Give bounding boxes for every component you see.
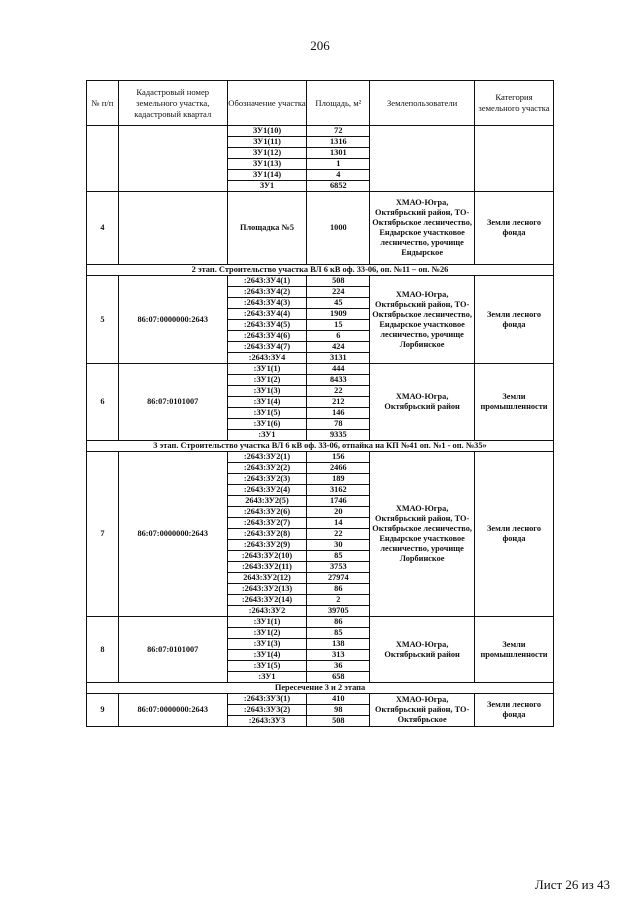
plot-designation: :2643:ЗУ2(9) [227, 540, 307, 551]
plot-designation: ЗУ1(11) [227, 137, 307, 148]
plot-designation: :2643:ЗУ4(1) [227, 276, 307, 287]
header-area: Площадь, м² [307, 81, 370, 126]
plot-designation: ЗУ1(13) [227, 159, 307, 170]
plot-designation: :ЗУ1(2) [227, 375, 307, 386]
plot-designation: :2643:ЗУ2(7) [227, 518, 307, 529]
plot-designation: :2643:ЗУ4(4) [227, 309, 307, 320]
plot-designation: ЗУ1(14) [227, 170, 307, 181]
plot-area: 1746 [307, 496, 370, 507]
land-category: Земли лесного фонда [475, 694, 554, 727]
plot-area: 86 [307, 617, 370, 628]
plot-designation: :2643:ЗУ2(4) [227, 485, 307, 496]
page-number: 206 [310, 38, 330, 53]
plot-area: 86 [307, 584, 370, 595]
plot-area: 410 [307, 694, 370, 705]
row-number: 7 [87, 452, 119, 617]
stage-title: 3 этап. Строительство участка ВЛ 6 кВ оф. 33-06, отпайка на КП №41 оп. №1 - оп. №35» [87, 441, 554, 452]
plot-designation: :ЗУ1(3) [227, 386, 307, 397]
plot-area: 212 [307, 397, 370, 408]
plot-designation: :2643:ЗУ4 [227, 353, 307, 364]
plot-designation: :2643:ЗУ2(8) [227, 529, 307, 540]
land-users: ХМАО-Югра, Октябрьский район, ТО-Октябрьское лесничество, Ендырское участковое лесничество, урочище Ендырское [370, 192, 475, 265]
sheet-counter: Лист 26 из 43 [534, 877, 610, 892]
plot-designation: :ЗУ1(6) [227, 419, 307, 430]
plot-designation: :2643:ЗУ4(2) [227, 287, 307, 298]
plot-designation: :2643:ЗУ3(2) [227, 705, 307, 716]
plot-area: 3753 [307, 562, 370, 573]
plot-area: 85 [307, 551, 370, 562]
plot-designation: :2643:ЗУ4(6) [227, 331, 307, 342]
land-category: Земли промышленности [475, 364, 554, 441]
cadastral-number: 86:07:0000000:2643 [118, 452, 227, 617]
header-designation: Обозначение участка [227, 81, 307, 126]
plot-designation: :ЗУ1 [227, 672, 307, 683]
table-row [87, 694, 554, 705]
plot-area: 146 [307, 408, 370, 419]
table-body [87, 126, 554, 727]
plot-designation: :2643:ЗУ2(11) [227, 562, 307, 573]
plot-area: 22 [307, 386, 370, 397]
plot-area: 78 [307, 419, 370, 430]
row-number: 5 [87, 276, 119, 364]
plot-area: 22 [307, 529, 370, 540]
land-category: Земли лесного фонда [475, 452, 554, 617]
plot-area: 20 [307, 507, 370, 518]
plot-designation: ЗУ1(10) [227, 126, 307, 137]
plot-area: 424 [307, 342, 370, 353]
land-users: ХМАО-Югра, Октябрьский район, ТО-Октябрьское [370, 694, 475, 727]
plot-area: 508 [307, 276, 370, 287]
land-users: ХМАО-Югра, Октябрьский район [370, 364, 475, 441]
header-category: Категория земельного участка [475, 81, 554, 126]
plot-area: 30 [307, 540, 370, 551]
land-category: Земли промышленности [475, 617, 554, 683]
stage-row [87, 683, 554, 694]
land-users: ХМАО-Югра, Октябрьский район, ТО-Октябрьское лесничество, Ендырское участковое лесничество, урочище Лорбинское [370, 452, 475, 617]
plot-area: 1 [307, 159, 370, 170]
stage-title: 2 этап. Строительство участка ВЛ 6 кВ оф. 33-06, оп. №11 – оп. №26 [87, 265, 554, 276]
plot-area: 98 [307, 705, 370, 716]
plot-area: 156 [307, 452, 370, 463]
land-category: Земли лесного фонда [475, 192, 554, 265]
plot-designation: :2643:ЗУ4(7) [227, 342, 307, 353]
plot-area: 72 [307, 126, 370, 137]
table-row [87, 617, 554, 628]
plot-area: 36 [307, 661, 370, 672]
plot-designation: :ЗУ1(1) [227, 364, 307, 375]
cadastral-number: 86:07:0101007 [118, 617, 227, 683]
table-row [87, 364, 554, 375]
plot-area: 15 [307, 320, 370, 331]
plot-area: 2466 [307, 463, 370, 474]
plot-area: 138 [307, 639, 370, 650]
plot-area: 2 [307, 595, 370, 606]
plot-area: 1000 [307, 192, 370, 265]
plot-designation: :2643:ЗУ2 [227, 606, 307, 617]
land-category: Земли лесного фонда [475, 276, 554, 364]
cadastral-number: 86:07:0000000:2643 [118, 694, 227, 727]
plot-area: 1909 [307, 309, 370, 320]
plot-area: 508 [307, 716, 370, 727]
plot-designation: :2643:ЗУ3 [227, 716, 307, 727]
plot-designation: :2643:ЗУ2(14) [227, 595, 307, 606]
land-users: ХМАО-Югра, Октябрьский район [370, 617, 475, 683]
plot-designation: 2643:ЗУ2(12) [227, 573, 307, 584]
plot-area: 1316 [307, 137, 370, 148]
plot-area: 3131 [307, 353, 370, 364]
header-users: Землепользователи [370, 81, 475, 126]
plot-designation: :2643:ЗУ2(10) [227, 551, 307, 562]
plot-designation: :2643:ЗУ2(1) [227, 452, 307, 463]
plot-designation: :ЗУ1 [227, 430, 307, 441]
row-number: 6 [87, 364, 119, 441]
cadastral-number: 86:07:0101007 [118, 364, 227, 441]
plot-designation: :ЗУ1(4) [227, 650, 307, 661]
table-row [87, 126, 554, 137]
land-category [475, 126, 554, 192]
plot-area: 313 [307, 650, 370, 661]
plot-area: 444 [307, 364, 370, 375]
row-number: 4 [87, 192, 119, 265]
plot-area: 189 [307, 474, 370, 485]
plot-designation: Площадка №5 [227, 192, 307, 265]
table-row [87, 452, 554, 463]
plot-area: 9335 [307, 430, 370, 441]
plot-designation: :ЗУ1(4) [227, 397, 307, 408]
plot-area: 8433 [307, 375, 370, 386]
table-row [87, 276, 554, 287]
plot-area: 14 [307, 518, 370, 529]
plot-area: 27974 [307, 573, 370, 584]
plot-area: 45 [307, 298, 370, 309]
plot-area: 6852 [307, 181, 370, 192]
plot-designation: 2643:ЗУ2(5) [227, 496, 307, 507]
plot-designation: ЗУ1 [227, 181, 307, 192]
plot-designation: :ЗУ1(3) [227, 639, 307, 650]
stage-row [87, 265, 554, 276]
land-plots-table [86, 80, 554, 727]
plot-designation: :2643:ЗУ3(1) [227, 694, 307, 705]
plot-designation: :ЗУ1(5) [227, 408, 307, 419]
plot-designation: ЗУ1(12) [227, 148, 307, 159]
plot-designation: :ЗУ1(2) [227, 628, 307, 639]
plot-area: 658 [307, 672, 370, 683]
table-header-row [87, 81, 554, 126]
stage-row [87, 441, 554, 452]
plot-designation: :2643:ЗУ2(6) [227, 507, 307, 518]
plot-area: 1301 [307, 148, 370, 159]
plot-designation: :2643:ЗУ2(2) [227, 463, 307, 474]
land-users: ХМАО-Югра, Октябрьский район, ТО-Октябрьское лесничество, Ендырское участковое лесничество, урочище Лорбинское [370, 276, 475, 364]
plot-designation: :ЗУ1(1) [227, 617, 307, 628]
plot-area: 6 [307, 331, 370, 342]
cadastral-number [118, 126, 227, 192]
row-number: 8 [87, 617, 119, 683]
plot-designation: :2643:ЗУ2(3) [227, 474, 307, 485]
plot-area: 85 [307, 628, 370, 639]
plot-area: 3162 [307, 485, 370, 496]
header-number: № п/п [87, 81, 119, 126]
table-row [87, 192, 554, 265]
header-cadastral: Кадастровый номер земельного участка, кадастровый квартал [118, 81, 227, 126]
row-number [87, 126, 119, 192]
land-users [370, 126, 475, 192]
plot-designation: :2643:ЗУ4(3) [227, 298, 307, 309]
plot-designation: :2643:ЗУ2(13) [227, 584, 307, 595]
plot-area: 224 [307, 287, 370, 298]
stage-title: Пересечение 3 и 2 этапа [87, 683, 554, 694]
cadastral-number: 86:07:0000000:2643 [118, 276, 227, 364]
plot-area: 39705 [307, 606, 370, 617]
plot-designation: :2643:ЗУ4(5) [227, 320, 307, 331]
row-number: 9 [87, 694, 119, 727]
plot-designation: :ЗУ1(5) [227, 661, 307, 672]
plot-area: 4 [307, 170, 370, 181]
cadastral-number [118, 192, 227, 265]
